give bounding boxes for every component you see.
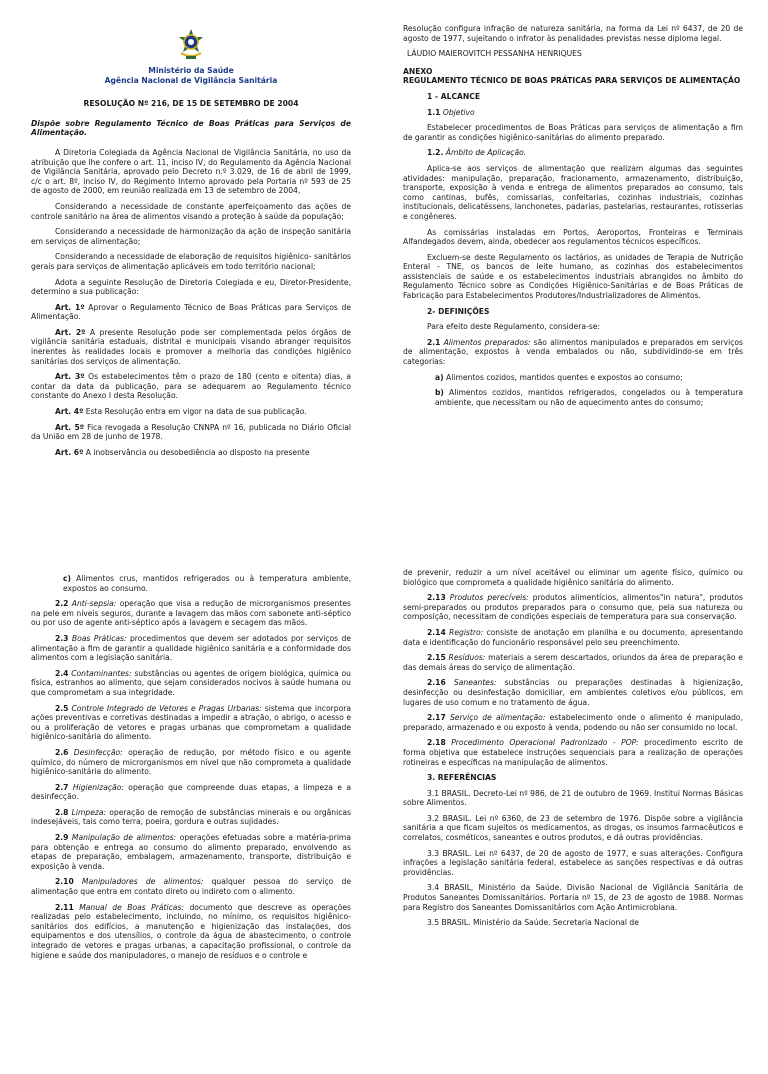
article-4 — [31, 407, 351, 417]
definition-2-2 — [31, 599, 351, 628]
definition-2-1-c — [63, 574, 351, 593]
reference-3-4: 3.4 BRASIL, Ministério da Saúde. Divisão Nacional de Vigilância Sanitária de Produtos Saneantes Domissanitários. Portaria nº 15, de 23 de agosto de 1988. Normas para Registro dos Saneantes Domissanitários com Ação Antimicrobiana. — [403, 883, 743, 912]
definition-term: Manipulação de alimentos: — [68, 833, 177, 843]
definition-term: Manual de Boas Práticas: — [73, 902, 184, 912]
article-1-text: Aprovar o Regulamento Técnico de Boas Práticas para Serviços de Alimentação. — [31, 302, 351, 322]
article-5 — [31, 423, 351, 442]
brazil-coat-of-arms-icon — [178, 28, 204, 62]
article-2-text: A presente Resolução pode ser complementada pelos órgãos de vigilância sanitária estaduais, distrital e municipais visando abranger requisitos inerentes às realidades locais e promover a melhoria das condições higiênico sanitárias dos serviços de alimentação. — [31, 327, 351, 366]
definition-text: operação de remoção de substâncias minerais e ou orgânicas indesejáveis, tais como terra, poeira, gordura e outras sujidades. — [31, 807, 352, 827]
article-5-text: Fica revogada a Resolução CNNPA nº 16, publicada no Diário Oficial da União em 28 de junho de 1978. — [31, 422, 351, 442]
definition-2-11 — [31, 903, 351, 961]
page2-left-column — [31, 574, 351, 966]
definition-number: 2.3 — [55, 633, 69, 643]
article-3 — [31, 372, 351, 401]
resolution-title: RESOLUÇÃO Nº 216, DE 15 DE SETEMBRO DE 2004 — [83, 99, 299, 109]
definition-term: Desinfecção: — [68, 747, 123, 757]
definition-number: 2.7 — [55, 782, 69, 792]
subsection-1-2-text-3: Excluem-se deste Regulamento os lactários, as unidades de Terapia de Nutrição Enteral - TNE, os bancos de leite humano, as cozinhas dos estabelecimentos assistenciais de saúde e os estabelecimentos industriais abrangidos no âmbito do Regulamento Técnico sobre as Condições Higiênico-Sanitárias e de Boas Práticas de Fabricação para Estabelecimentos Produtores/Industrializadores de Alimentos. — [403, 252, 743, 301]
resolution-ementa: Dispõe sobre Regulamento Técnico de Boas Práticas para Serviços de Alimentação. — [31, 118, 351, 138]
definition-text: operação que compreende duas etapas, a limpeza e a desinfecção. — [31, 782, 351, 802]
reference-3-5: 3.5 BRASIL. Ministério da Saúde. Secretaria Nacional de — [427, 918, 639, 928]
definition-2-4 — [31, 669, 351, 698]
definition-term: Manipuladores de alimentos: — [73, 877, 204, 887]
definition-text: materiais a serem descartados, oriundos da área de preparação e das demais áreas do serviço de alimentação. — [403, 653, 743, 672]
subsection-1-1-number: 1.1 — [427, 107, 441, 117]
adoption-paragraph: Adota a seguinte Resolução de Diretoria Colegiada e eu, Diretor-Presidente, determino a sua publicação: — [31, 277, 351, 297]
definition-2-16 — [403, 678, 743, 707]
definition-2-1-a-text: Alimentos cozidos, mantidos quentes e expostos ao consumo; — [443, 372, 683, 382]
definition-2-1-b — [435, 388, 743, 407]
definition-2-1-c-text: Alimentos crus, mantidos refrigerados ou à temperatura ambiente, expostos ao consumo. — [63, 574, 351, 593]
definition-2-1-term: Alimentos preparados: — [440, 337, 531, 347]
definition-2-3 — [31, 634, 351, 663]
article-1-label: Art. 1º — [55, 302, 85, 312]
definition-2-1 — [403, 338, 743, 367]
annex-title: REGULAMENTO TÉCNICO DE BOAS PRÁTICAS PARA SERVIÇOS DE ALIMENTAÇÃO — [403, 76, 741, 86]
definition-2-14 — [403, 628, 743, 647]
article-6-label: Art. 6º — [55, 447, 84, 457]
definition-number: 2.2 — [55, 599, 69, 609]
article-6 — [31, 448, 351, 458]
article-2-label: Art. 2º — [55, 327, 86, 337]
page1-right-column — [403, 24, 743, 413]
definition-2-17 — [403, 713, 743, 732]
definition-text: substâncias ou preparações destinadas à higienização, desinfecção ou desinfestação domiciliar, em ambientes coletivos e/ou públicos, em lugares de uso comum e no tratamento de água. — [403, 678, 743, 707]
subsection-1-2 — [427, 148, 743, 158]
definition-number: 2.16 — [427, 678, 446, 688]
definition-number: 2.4 — [55, 668, 69, 678]
article-4-text: Esta Resolução entra em vigor na data de sua publicação. — [83, 407, 307, 417]
definition-number: 2.6 — [55, 747, 69, 757]
annex-label: ANEXO — [403, 66, 433, 76]
definition-2-8 — [31, 808, 351, 827]
article-6-text: A inobservância ou desobediência ao disposto na presente — [83, 447, 310, 457]
reference-3-1: 3.1 BRASIL. Decreto-Lei nº 986, de 21 de outubro de 1969. Institui Normas Básicas sobre Alimentos. — [403, 788, 743, 808]
signatory-name: LÁUDIO MAIEROVITCH PESSANHA HENRIQUES — [407, 49, 582, 59]
definition-text: documento que descreve as operações realizadas pelo estabelecimento, incluindo, no mínimo, os requisitos higiênico-sanitários dos edifícios, a manutenção e higienização das instalações, dos equipamentos e dos utensílios, o controle da água de abastecimento, o controle integrado de vetores e pragas urbanas, a capacitação profissional, o controle da higiene e saúde dos manipuladores, o manejo de resíduos e o controle e — [31, 902, 351, 960]
subsection-1-2-title: Âmbito de Aplicação. — [443, 148, 527, 158]
definition-number: 2.5 — [55, 703, 69, 713]
article-2 — [31, 328, 351, 366]
reference-3-3: 3.3 BRASIL. Lei nº 6437, de 20 de agosto de 1977, e suas alterações. Configura infrações a legislação sanitária federal, estabelece as sanções respectivas e dá outras providências. — [403, 848, 743, 877]
subsection-1-2-text: Aplica-se aos serviços de alimentação que realizam algumas das seguintes atividades: manipulação, preparação, fracionamento, armazenamento, distribuição, transporte, exposição à venda e entrega de alimentos preparados ao consumo, tais como cantinas, bufês, comissarias, confeitarias, cozinhas industriais, cozinhas institucionais, delicatéssens, lanchonetes, padarias, pastelarias, restaurantes, rotisserias e congêneres. — [403, 163, 743, 221]
definition-2-6 — [31, 748, 351, 777]
definition-text: sistema que incorpora ações preventivas e corretivas destinadas a impedir a atração, o abrigo, o acesso e ou a proliferação de vetores e pragas urbanas que comprometam a qualidade higiênico-sanitária do alimento. — [31, 703, 351, 742]
definition-term: Resíduos: — [445, 653, 486, 663]
definition-2-7 — [31, 783, 351, 802]
agency-name: Agência Nacional de Vigilância Sanitária — [104, 75, 278, 85]
definition-2-1-number: 2.1 — [427, 337, 441, 347]
consideration-2: Considerando a necessidade de harmonização da ação de inspeção sanitária em serviços de alimentação; — [31, 227, 351, 246]
subsection-1-1-text: Estabelecer procedimentos de Boas Práticas para serviços de alimentação a fim de garantir as condições higiênico-sanitárias do alimento preparado. — [403, 123, 743, 142]
definition-text: qualquer pessoa do serviço de alimentação que entra em contato direto ou indireto com o alimento. — [31, 877, 351, 897]
definition-text: consiste de anotação em planilha e ou documento, apresentando data e identificação do funcionário responsável pelo seu preenchimento. — [403, 627, 743, 647]
section-2-heading: 2- DEFINIÇÕES — [427, 306, 490, 316]
definition-text: estabelecimento onde o alimento é manipulado, preparado, armazenado e ou exposto à venda, podendo ou não ser consumido no local. — [403, 713, 743, 732]
definition-number: 2.13 — [427, 593, 446, 603]
section-2-intro: Para efeito deste Regulamento, considera-se: — [427, 322, 600, 332]
page2-right-column — [403, 568, 743, 934]
definition-number: 2.8 — [55, 807, 69, 817]
definition-2-1-text: são alimentos manipulados e preparados em serviços de alimentação, expostos à venda embalados ou não, subdividindo-se em três categorias: — [403, 337, 743, 367]
section-3-heading: 3. REFERÊNCIAS — [427, 773, 497, 783]
definition-number: 2.15 — [427, 653, 446, 663]
definition-text: procedimento escrito de forma objetiva que estabelece instruções sequenciais para a realização de operações rotineiras e específicas na manipulação de alimentos. — [403, 738, 743, 767]
definition-2-1-a — [435, 373, 743, 383]
definition-2-1-a-label: a) — [435, 372, 444, 382]
definition-2-12-continuation: de prevenir, reduzir a um nível aceitável ou eliminar um agente físico, químico ou biológico que comprometa a qualidade higiênico sanitária do alimento. — [403, 568, 743, 587]
definition-term: Controle Integrado de Vetores e Pragas Urbanas: — [68, 703, 262, 713]
subsection-1-2-number: 1.2. — [427, 148, 444, 158]
definition-text: procedimentos que devem ser adotados por serviços de alimentação a fim de garantir a qualidade higiênico sanitária e a conformidade dos alimentos com a legislação sanitária. — [31, 633, 351, 663]
definition-term: Anti-sepsia: — [68, 599, 117, 609]
definition-number: 2.14 — [427, 627, 446, 637]
article-3-label: Art. 3º — [55, 372, 85, 382]
article-1 — [31, 303, 351, 322]
definition-text: operações efetuadas sobre a matéria-prima para obtenção e entrega ao consumo do alimento preparado, envolvendo as etapas de preparação, embalagem, armazenamento, transporte, distribuição e exposição à venda. — [31, 833, 351, 871]
article-5-label: Art. 5º — [55, 422, 85, 432]
article-3-text: Os estabelecimentos têm o prazo de 180 (cento e oitenta) dias, a contar da data da publicação, para se adequarem ao Regulamento técnico constante do Anexo I desta Resolução. — [31, 372, 352, 401]
definition-term: Higienização: — [68, 782, 124, 792]
article-4-label: Art. 4º — [55, 407, 84, 417]
definition-2-10 — [31, 877, 351, 896]
reference-3-2: 3.2 BRASIL. Lei nº 6360, de 23 de setembro de 1976. Dispõe sobre a vigilância sanitária a que ficam sujeitos os medicamentos, as drogas, os insumos farmacêuticos e correlatos, cosméticos, saneantes e outros produtos, e dá outras providências. — [403, 813, 743, 843]
definition-term: Produtos perecíveis: — [445, 593, 529, 603]
definition-2-1-b-text: Alimentos cozidos, mantidos refrigerados, congelados ou à temperatura ambiente, que necessitam ou não de aquecimento antes do consumo; — [435, 388, 743, 407]
section-1-heading: 1 - ALCANCE — [427, 91, 481, 101]
document-page-2 — [0, 562, 768, 1074]
consideration-3: Considerando a necessidade de elaboração de requisitos higiênico- sanitários gerais para serviços de alimentação aplicáveis em todo território nacional; — [31, 252, 351, 271]
definition-2-5 — [31, 704, 351, 742]
definition-2-9 — [31, 833, 351, 871]
subsection-1-2-text-2: As comissárias instaladas em Portos, Aeroportos, Fronteiras e Terminais Alfandegados devem, ainda, obedecer aos regulamentos técnicos específicos. — [403, 227, 743, 247]
definition-2-13 — [403, 593, 743, 622]
document-page-1 — [0, 0, 768, 512]
definition-term: Contaminantes: — [68, 668, 132, 678]
definition-2-18 — [403, 738, 743, 767]
definition-number: 2.17 — [427, 713, 446, 723]
definition-number: 2.11 — [55, 902, 74, 912]
definition-text: operação de redução, por método físico e ou agente químico, do número de microrganismos em nível que não comprometa a qualidade higiênico-sanitária do alimento. — [31, 747, 351, 777]
definition-text: substâncias ou agentes de origem biológica, química ou física, estranhos ao alimento, que sejam considerados nocivos à saúde humana ou que comprometam a sua integridade. — [31, 668, 351, 697]
definition-text: produtos alimentícios, alimentos"in natura", produtos semi-preparados ou produtos preparados para o consumo que, pela sua natureza ou composição, necessitam de condições especiais de temperatura para sua conservação. — [403, 593, 744, 622]
definition-term: Registro: — [445, 627, 484, 637]
subsection-1-1-title: Objetivo — [440, 107, 475, 117]
definition-term: Limpeza: — [68, 807, 107, 817]
page1-left-column — [31, 0, 351, 463]
intro-paragraph: A Diretoria Colegiada da Agência Nacional de Vigilância Sanitária, no uso da atribuição que lhe confere o art. 11, inciso IV, do Regulamento da Agência Nacional de Vigilância Sanitária, aprovado pelo Decreto n.º 3.029, de 16 de abril de 1999, c/c o art. 8º, inciso IV, do Regimento Interno aprovado pela Portaria nº 593 de 25 de agosto de 2000, em reunião realizada em 13 de setembro de 2004, — [31, 147, 351, 196]
definition-term: Serviço de alimentação: — [445, 713, 546, 723]
definition-term: Saneantes: — [445, 678, 497, 688]
definition-2-1-c-label: c) — [63, 574, 71, 583]
subsection-1-1 — [427, 108, 743, 118]
definition-2-15 — [403, 653, 743, 672]
definition-text: operação que visa a redução de microrganismos presentes na pele em níveis seguros, durante a lavagem das mãos com sabonete anti-séptico ou por uso de agente anti-séptico após a lavagem e secagem das mãos. — [31, 599, 351, 628]
article-6-continuation: Resolução configura infração de natureza sanitária, na forma da Lei nº 6437, de 20 de agosto de 1977, sujeitando o infrator às penalidades previstas nesse diploma legal. — [403, 24, 743, 43]
definition-number: 2.9 — [55, 833, 69, 843]
definition-number: 2.10 — [55, 877, 74, 887]
consideration-1: Considerando a necessidade de constante aperfeiçoamento das ações de controle sanitário na área de alimentos visando a proteção à saúde da população; — [31, 201, 351, 221]
definition-2-1-b-label: b) — [435, 388, 444, 398]
definition-term: Boas Práticas: — [68, 633, 127, 643]
definition-term: Procedimento Operacional Padronizado - POP: — [445, 738, 639, 748]
definition-number: 2.18 — [427, 738, 446, 748]
ministry-name: Ministério da Saúde — [148, 66, 234, 75]
